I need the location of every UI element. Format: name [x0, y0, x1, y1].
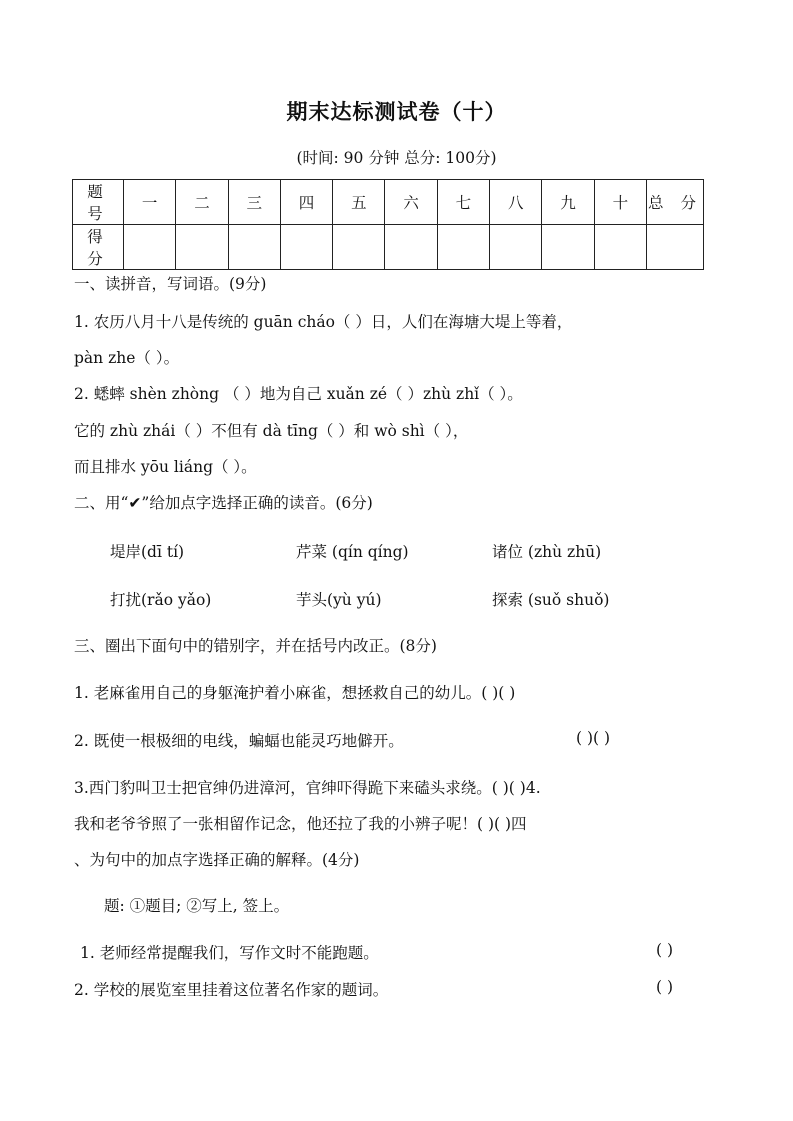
score-input-cell[interactable] [176, 225, 228, 270]
table-cell: 八 [490, 180, 542, 225]
table-cell: 五 [333, 180, 385, 225]
section-1-heading: 一、读拼音，写词语。(9分) [74, 275, 267, 293]
table-cell: 二 [176, 180, 228, 225]
table-cell: 四 [280, 180, 332, 225]
pinyin-choice: 探索 (suǒ shuǒ) [492, 591, 610, 609]
score-input-cell[interactable] [385, 225, 437, 270]
question-line: 2. 既使一根极细的电线，蝙蝠也能灵巧地僻开。 [74, 732, 404, 750]
question-line: 而且排水 yōu liáng（ ）。 [74, 458, 257, 476]
section-3-heading: 三、圈出下面句中的错别字，并在括号内改正。(8分) [74, 637, 437, 655]
table-cell: 九 [542, 180, 594, 225]
page-title: 期末达标测试卷（十） [286, 99, 507, 124]
pinyin-choice: 芹菜 (qín qíng) [296, 543, 409, 561]
score-input-cell[interactable] [280, 225, 332, 270]
score-input-cell[interactable] [647, 225, 704, 270]
table-cell: 六 [385, 180, 437, 225]
question-line: 我和老爷爷照了一张相留作记念，他还拉了我的小辨子呢！( )( )四 [74, 815, 527, 833]
table-cell: 三 [228, 180, 280, 225]
score-input-cell[interactable] [490, 225, 542, 270]
pinyin-choice: 堤岸(dī tí) [110, 543, 185, 561]
table-cell: 题 号 [73, 180, 124, 225]
question-line: 1. 农历八月十八是传统的 guān cháo（ ）日，人们在海塘大堤上等着， [74, 313, 573, 331]
table-cell: 得 分 [73, 225, 124, 270]
definition-line: 题: ①题目; ②写上, 签上。 [104, 897, 290, 915]
question-line: 它的 zhù zhái（ ）不但有 dà tīng（ ）和 wò shì（ ）， [74, 422, 469, 440]
table-row [73, 225, 704, 270]
table-cell: 一 [124, 180, 176, 225]
question-line: 2. 蟋蟀 shèn zhòng （ ）地为自己 xuǎn zé（ ）zhù zhǐ（ ）。 [74, 385, 523, 403]
table-cell: 七 [437, 180, 489, 225]
score-input-cell[interactable] [333, 225, 385, 270]
answer-blanks[interactable]: ( )( ) [576, 729, 611, 747]
question-line: 3.西门豹叫卫士把官绅仍进漳河，官绅吓得跪下来磕头求绕。( )( )4. [74, 779, 541, 797]
question-line: 1. 老师经常提醒我们，写作文时不能跑题。 [80, 944, 379, 962]
score-table [72, 179, 704, 270]
question-line: 1. 老麻雀用自己的身躯淹护着小麻雀，想拯救自己的幼儿。( )( ) [74, 684, 516, 702]
question-line: 2. 学校的展览室里挂着这位著名作家的题词。 [74, 981, 389, 999]
table-cell: 总 分 [647, 180, 704, 225]
table-cell: 十 [594, 180, 646, 225]
score-input-cell[interactable] [228, 225, 280, 270]
score-input-cell[interactable] [594, 225, 646, 270]
score-input-cell[interactable] [542, 225, 594, 270]
table-row [73, 180, 704, 225]
pinyin-choice: 诸位 (zhù zhū) [492, 543, 602, 561]
score-input-cell[interactable] [124, 225, 176, 270]
answer-blank[interactable]: ( ) [656, 978, 674, 996]
question-line: pàn zhe（ ）。 [74, 349, 180, 367]
pinyin-choice: 打扰(rǎo yǎo) [110, 591, 212, 609]
score-input-cell[interactable] [437, 225, 489, 270]
answer-blank[interactable]: ( ) [656, 941, 674, 959]
section-4-heading: 、为句中的加点字选择正确的解释。(4分) [74, 851, 360, 869]
section-2-heading: 二、用“✔”给加点字选择正确的读音。(6分) [74, 494, 373, 512]
pinyin-choice: 芋头(yù yú) [296, 591, 382, 609]
exam-info: (时间: 90 分钟 总分: 100分) [296, 149, 497, 167]
